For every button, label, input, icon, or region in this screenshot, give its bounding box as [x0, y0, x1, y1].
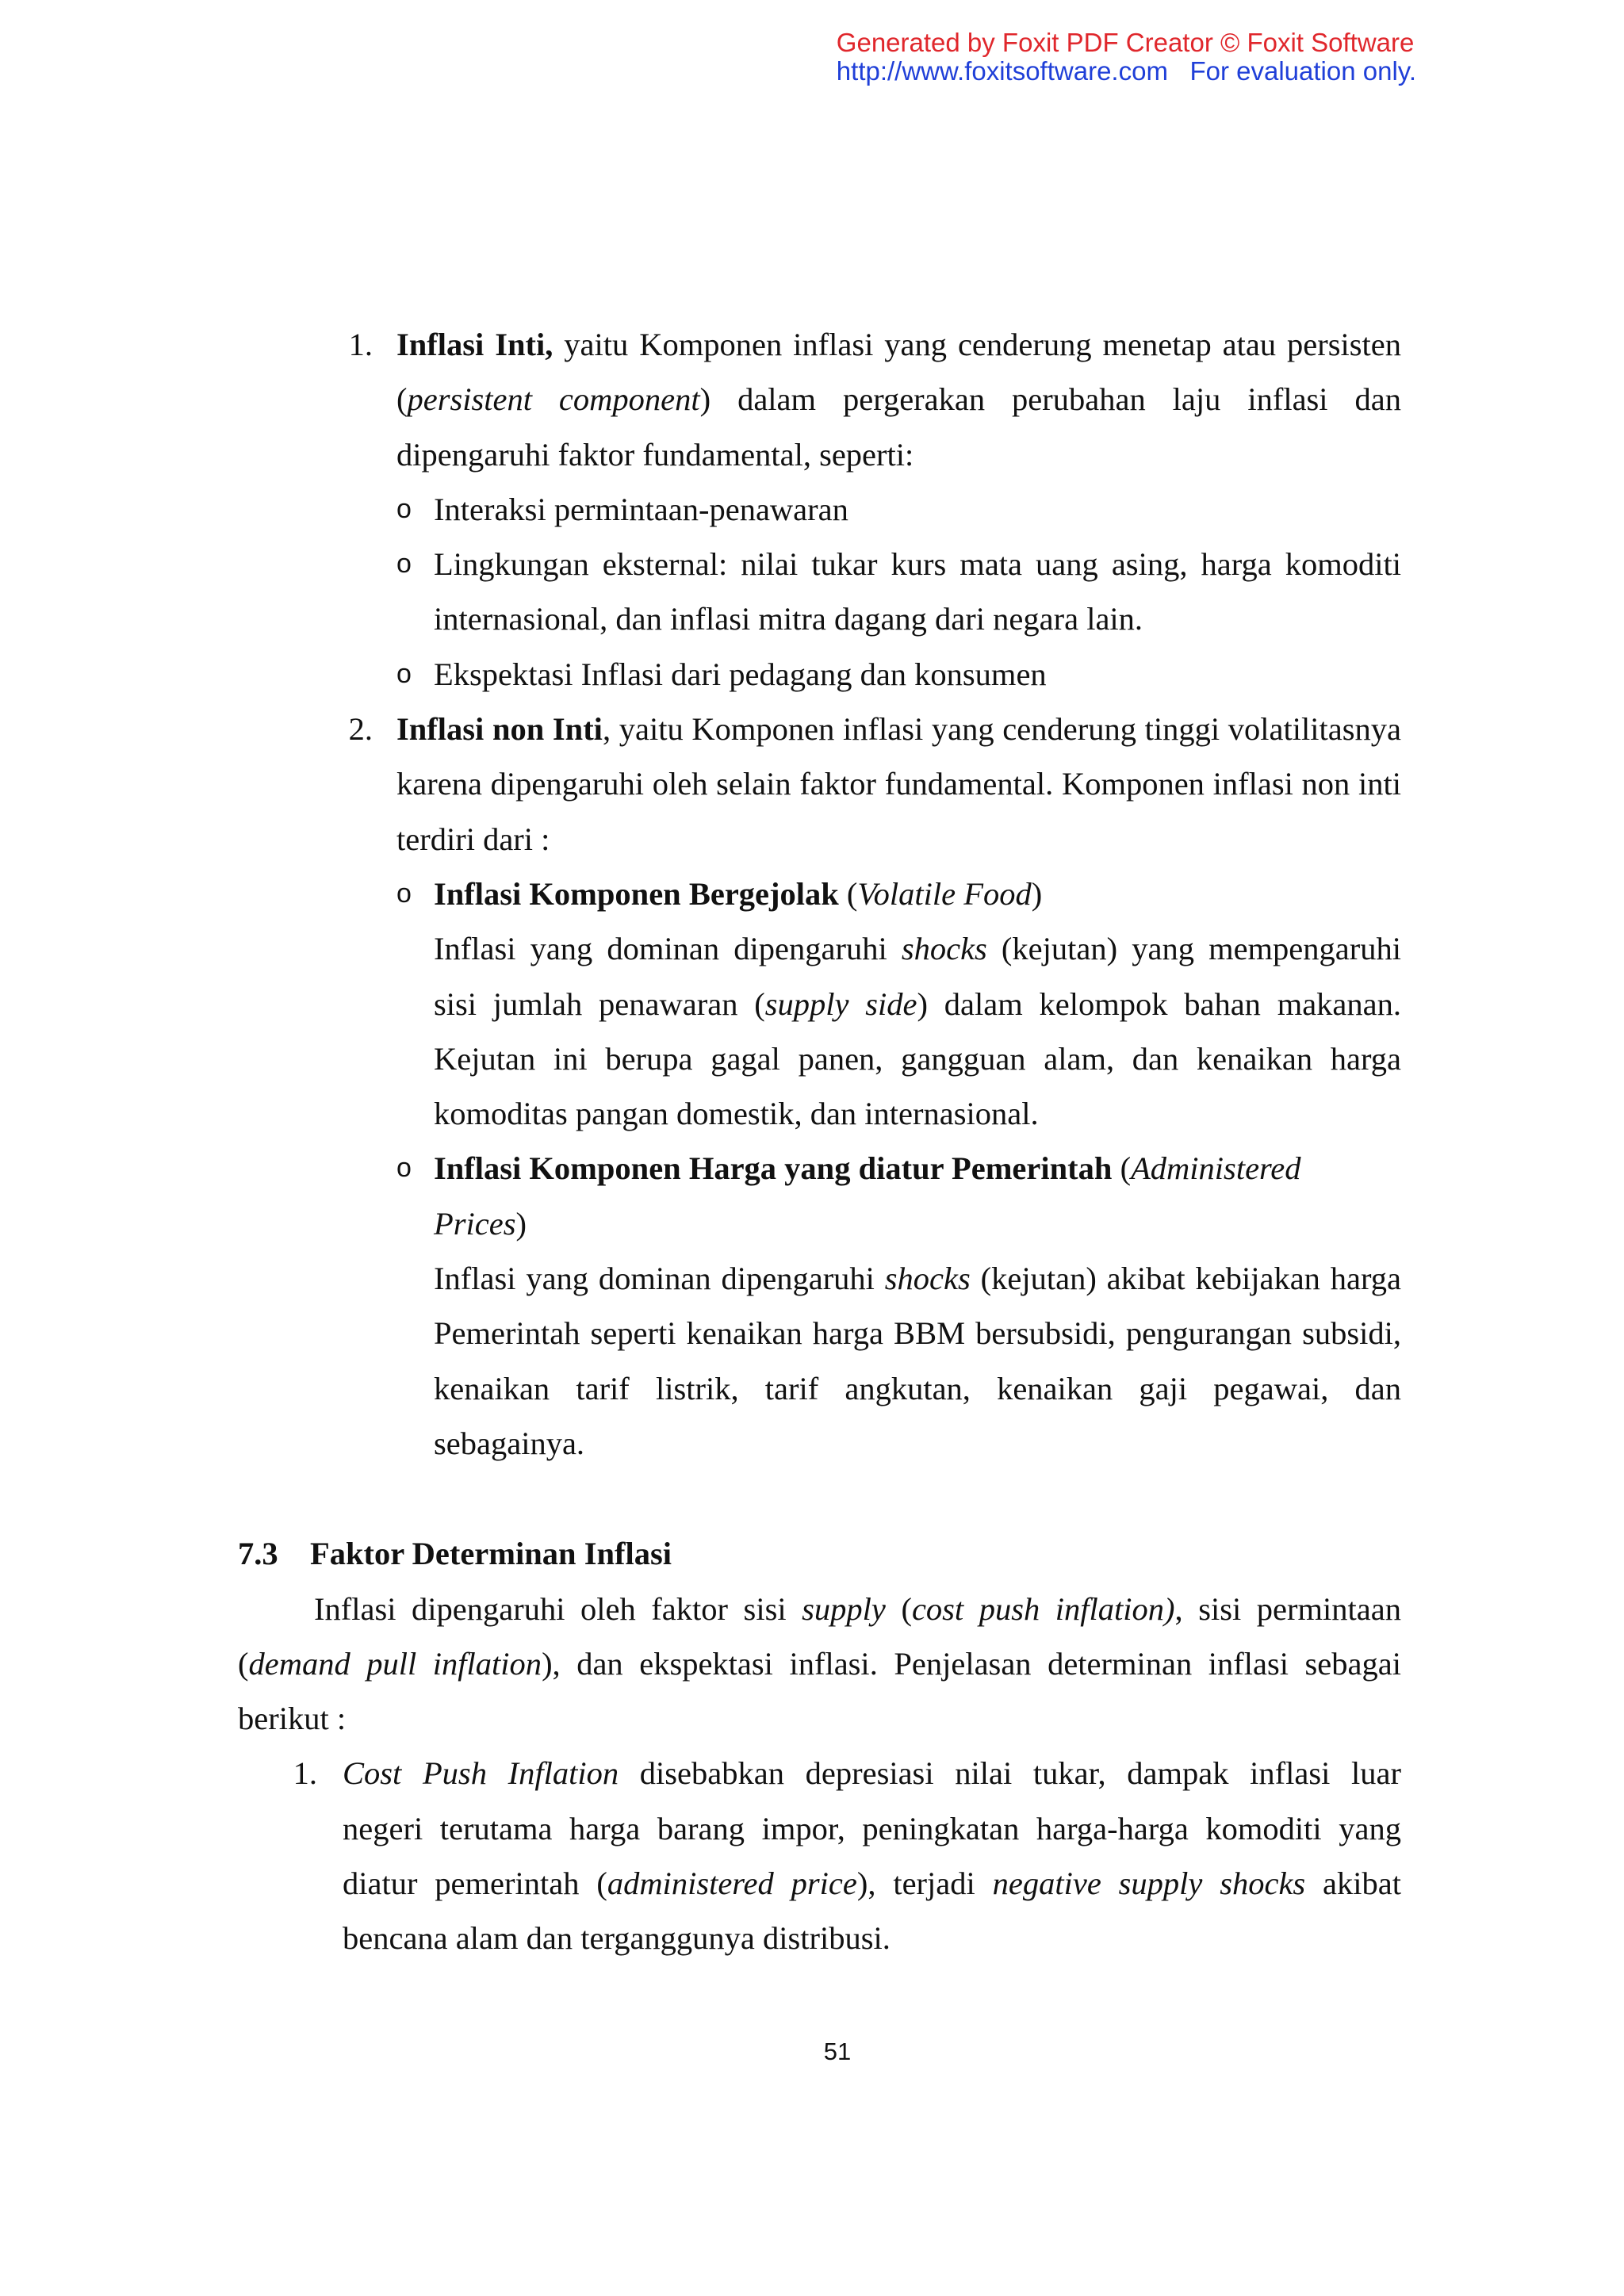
paragraph-line: Inflasi non Inti, yaitu Komponen inflasi yang cenderung tinggi volatilitasnya — [396, 711, 1401, 748]
paragraph-line: (demand pull inflation), dan ekspektasi inflasi. Penjelasan determinan inflasi sebagai — [238, 1645, 1401, 1682]
paragraph-line: Pemerintah seperti kenaikan harga BBM bersubsidi, pengurangan subsidi, — [434, 1315, 1401, 1352]
paragraph-line: Kejutan ini berupa gagal panen, gangguan alam, dan kenaikan harga — [434, 1040, 1401, 1077]
circle-bullet-icon: o — [396, 549, 412, 580]
paragraph-line: negeri terutama harga barang impor, peningkatan harga-harga komoditi yang — [343, 1810, 1401, 1846]
watermark-url[interactable]: http://www.foxitsoftware.com — [836, 56, 1168, 86]
paragraph-line: bencana alam dan terganggunya distribusi. — [343, 1920, 891, 1957]
circle-bullet-icon: o — [396, 658, 412, 689]
bullet-text: Lingkungan eksternal: nilai tukar kurs mata uang asing, harga komoditi — [434, 546, 1401, 583]
page-number: 51 — [823, 2038, 852, 2065]
paragraph-line: Inflasi Inti, yaitu Komponen inflasi yang cenderung menetap atau persisten — [396, 327, 1401, 362]
italic-term: persistent component — [407, 381, 700, 418]
bold-term: Inflasi non Inti — [396, 711, 603, 748]
circle-bullet-icon: o — [396, 1153, 412, 1184]
watermark-line-2 — [837, 57, 1416, 86]
paragraph-line: sebagainya. — [434, 1425, 585, 1461]
section-7-3 — [238, 1526, 1401, 1965]
bullet-text: Interaksi permintaan-penawaran — [434, 491, 848, 527]
paragraph-line: Inflasi yang dominan dipengaruhi shocks (kejutan) yang mempengaruhi — [434, 931, 1401, 967]
list-item-inflasi-non-inti — [348, 702, 1402, 1471]
paragraph-line: berikut : — [238, 1701, 347, 1737]
section-title: Faktor Determinan Inflasi — [310, 1536, 672, 1572]
list-number: 1. — [348, 327, 373, 362]
body-text — [238, 317, 1402, 1966]
paragraph-line: terdiri dari : — [396, 821, 550, 857]
paragraph-line: karena dipengaruhi oleh selain faktor fundamental. Komponen inflasi non inti — [396, 766, 1401, 802]
watermark-line-1: Generated by Foxit PDF Creator © Foxit Software — [836, 28, 1415, 57]
foxit-watermark — [837, 29, 1416, 86]
paragraph-line: Inflasi yang dominan dipengaruhi shocks (kejutan) akibat kebijakan harga — [434, 1261, 1401, 1297]
bullet-item-administered-prices — [396, 1141, 1401, 1471]
circle-bullet-icon: o — [396, 493, 412, 524]
bullet-text: Ekspektasi Inflasi dari pedagang dan konsumen — [434, 656, 1047, 692]
bullet-text: internasional, dan inflasi mitra dagang dari negara lain. — [434, 601, 1143, 637]
bullet-item — [396, 482, 1401, 537]
list-number: 1. — [293, 1755, 317, 1792]
circle-bullet-icon: o — [396, 878, 412, 909]
list-number: 2. — [348, 711, 373, 748]
list-item-inflasi-inti — [348, 317, 1401, 702]
bullet-item-volatile-food — [396, 867, 1402, 1141]
paragraph-line: (persistent component) dalam pergerakan perubahan laju inflasi dan — [396, 381, 1401, 418]
bullet-item — [396, 647, 1401, 702]
paragraph-line: Cost Push Inflation disebabkan depresiasi nilai tukar, dampak inflasi luar — [343, 1755, 1401, 1792]
watermark-note: For evaluation only. — [1189, 56, 1416, 86]
paragraph-line: diatur pemerintah (administered price), terjadi negative supply shocks akibat — [343, 1866, 1401, 1902]
paragraph-line: sisi jumlah penawaran (supply side) dalam kelompok bahan makanan. — [434, 985, 1402, 1022]
section-number: 7.3 — [238, 1536, 278, 1572]
bold-term: Inflasi Inti, — [396, 327, 553, 362]
list-item-cost-push — [293, 1746, 1401, 1965]
paragraph-line: komoditas pangan domestik, dan internasional. — [434, 1096, 1039, 1132]
bullet-heading: Inflasi Komponen Harga yang diatur Pemerintah (Administered Prices) — [434, 1150, 1301, 1242]
bullet-heading: Inflasi Komponen Bergejolak (Volatile Food) — [434, 875, 1043, 912]
paragraph-line: Inflasi dipengaruhi oleh faktor sisi supply (cost push inflation), sisi permintaan — [314, 1590, 1401, 1627]
paragraph-line: dipengaruhi faktor fundamental, seperti: — [396, 436, 914, 473]
bullet-item — [396, 537, 1401, 647]
section-heading — [238, 1526, 1401, 1581]
paragraph-line: kenaikan tarif listrik, tarif angkutan, kenaikan gaji pegawai, dan — [434, 1370, 1401, 1406]
